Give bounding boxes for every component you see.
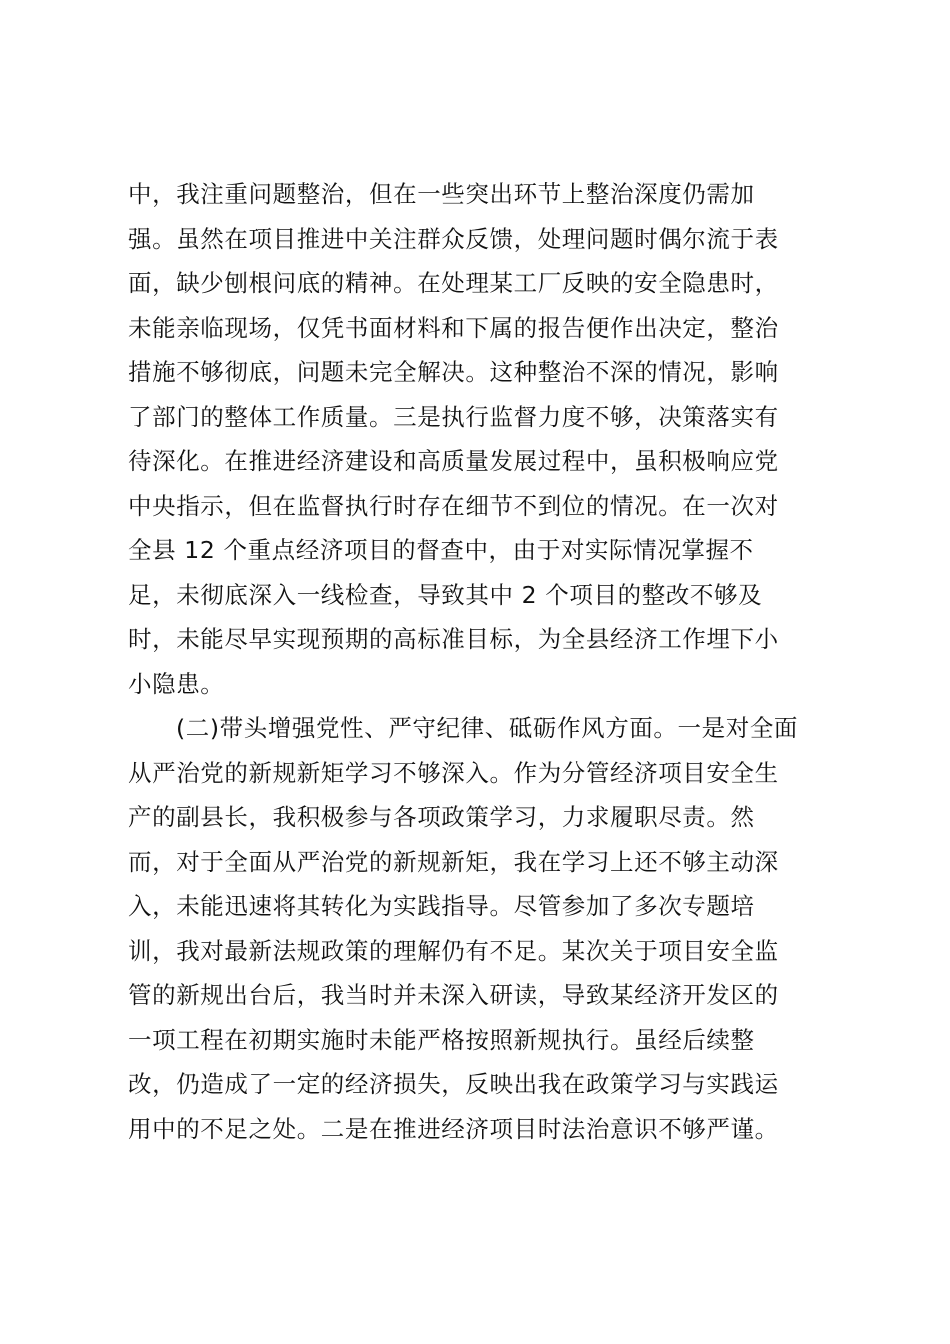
- text-line: 未能亲临现场，仅凭书面材料和下属的报告便作出决定，整治: [128, 313, 779, 342]
- text-line: 产的副县长，我积极参与各项政策学习，力求履职尽责。然: [128, 803, 755, 831]
- text-line: 入，未能迅速将其转化为实践指导。尽管参加了多次专题培: [128, 892, 755, 920]
- text-line: 用中的不足之处。二是在推进经济项目时法治意识不够严谨。: [128, 1114, 779, 1143]
- text-line: 强。虽然在项目推进中关注群众反馈，处理问题时偶尔流于表: [128, 224, 779, 253]
- text-line: 管的新规出台后，我当时并未深入研读，导致某经济开发区的: [128, 981, 779, 1009]
- text-line: 训，我对最新法规政策的理解仍有不足。某次关于项目安全监: [128, 936, 779, 965]
- text-line: 小隐患。: [128, 669, 225, 698]
- text-line: 改，仍造成了一定的经济损失，反映出我在政策学习与实践运: [128, 1070, 779, 1098]
- body-text: [128, 172, 828, 1151]
- text-line: 中央指示，但在监督执行时存在细节不到位的情况。在一次对: [128, 491, 779, 520]
- text-line: 全县 12 个重点经济项目的督查中，由于对实际情况掌握不: [128, 536, 754, 564]
- text-line: 一项工程在初期实施时未能严格按照新规执行。虽经后续整: [128, 1025, 755, 1054]
- text-line: 中，我注重问题整治，但在一些突出环节上整治深度仍需加: [128, 180, 755, 208]
- text-line: 而，对于全面从严治党的新规新矩，我在学习上还不够主动深: [128, 847, 779, 876]
- text-line: 待深化。在推进经济建设和高质量发展过程中，虽积极响应党: [128, 447, 779, 475]
- section-heading-line: (二)带头增强党性、严守纪律、砥砺作风方面。一是对全面: [176, 714, 799, 742]
- text-line: 从严治党的新规新矩学习不够深入。作为分管经济项目安全生: [128, 758, 779, 787]
- text-line: 措施不够彻底，问题未完全解决。这种整治不深的情况，影响: [128, 358, 779, 386]
- text-line: 足，未彻底深入一线检查，导致其中 2 个项目的整改不够及: [128, 580, 763, 609]
- text-line: 时，未能尽早实现预期的高标准目标，为全县经济工作埋下小: [128, 625, 779, 653]
- text-line: 了部门的整体工作质量。三是执行监督力度不够，决策落实有: [128, 402, 779, 431]
- text-line: 面，缺少刨根问底的精神。在处理某工厂反映的安全隐患时，: [128, 269, 779, 297]
